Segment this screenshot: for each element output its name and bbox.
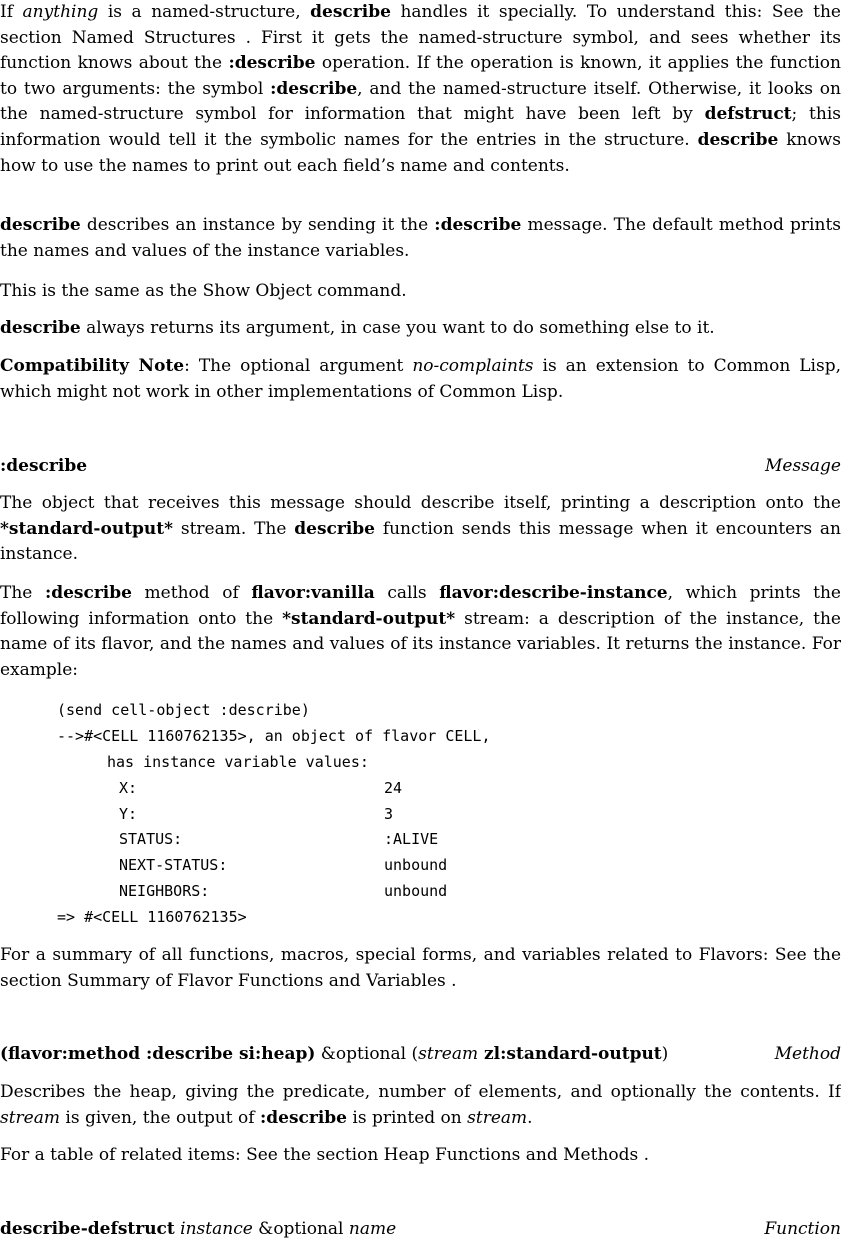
- text: stream. The: [173, 518, 295, 539]
- fn-describe: describe: [294, 518, 375, 539]
- message-paragraph-1: [0, 491, 841, 568]
- text: operation. If the operation is known, it applies the function to two arguments: the symbol: [0, 53, 841, 99]
- var-name: STATUS:: [119, 830, 183, 849]
- kw-describe: :describe: [434, 215, 522, 235]
- intro-paragraph-3: This is the same as the Show Object command.: [0, 281, 407, 301]
- text: describes an instance by sending it the: [80, 215, 435, 235]
- method-paragraph-2: For a table of related items: See the section Heap Functions and Methods .: [0, 1145, 650, 1165]
- message-paragraph-2: [0, 581, 841, 683]
- code-row: [57, 776, 490, 802]
- text: ): [661, 1044, 669, 1064]
- text: &optional (: [315, 1044, 419, 1064]
- fn-describe: describe: [310, 2, 391, 22]
- method-entry-header: [0, 1042, 841, 1068]
- text: calls: [374, 583, 440, 603]
- kw-describe: :describe: [259, 1107, 347, 1128]
- text: &optional: [252, 1219, 349, 1239]
- text: knows how to use the names to print out each field’s name and contents.: [0, 129, 841, 176]
- entry-name: describe-defstruct: [0, 1219, 175, 1239]
- text: ; this information would tell it the symbolic names for the entries in the structure.: [0, 104, 841, 150]
- arg-anything: anything: [22, 2, 99, 22]
- code-row: [57, 853, 490, 879]
- code-row: [57, 827, 490, 853]
- text: handles it specially. To understand this: See the section Named Structures . First it gets the named-structure symbol, and sees whether its function knows about the: [0, 2, 841, 74]
- text: message. The default method prints the names and values of the instance variables.: [0, 215, 841, 261]
- entry-kind: Message: [765, 456, 841, 476]
- code-line: -->#<CELL 1160762135>, an object of flavor CELL,: [57, 726, 491, 745]
- flavor-vanilla: flavor:vanilla: [251, 583, 375, 603]
- var-value: unbound: [384, 856, 448, 875]
- kw-describe: :describe: [228, 53, 316, 74]
- intro-paragraph-2: [0, 213, 841, 264]
- var-name: NEIGHBORS:: [119, 882, 210, 901]
- entry-signature: [0, 1217, 396, 1243]
- code-row: [57, 879, 490, 905]
- var-value: unbound: [384, 882, 448, 901]
- text: , and the named-structure itself. Otherwise, it looks on the named-structure symbol for information that might have been left by: [0, 78, 841, 125]
- arg-stream: stream: [418, 1044, 479, 1064]
- note-label: Compatibility Note: [0, 356, 185, 376]
- code-example: [57, 698, 490, 931]
- entry-kind: Function: [764, 1219, 841, 1239]
- text: Describes the heap, giving the predicate, number of elements, and optionally the contents. If: [0, 1082, 841, 1102]
- text: is given, the output of: [60, 1107, 260, 1128]
- arg-stream: stream: [467, 1107, 528, 1128]
- text: If: [0, 2, 23, 22]
- text: is a named-structure,: [98, 2, 311, 22]
- code-line: (send cell-object :describe): [57, 701, 310, 719]
- fn-describe-instance: flavor:describe-instance: [439, 583, 668, 603]
- var-name: NEXT-STATUS:: [119, 856, 228, 875]
- kw-describe: :describe: [44, 583, 132, 603]
- text: The object that receives this message should describe itself, printing a description onto the: [0, 493, 841, 513]
- message-paragraph-3: For a summary of all functions, macros, special forms, and variables related to Flavors: See the section Summary of Flavor Functions and Variables .: [0, 945, 841, 991]
- var-value: 3: [384, 804, 394, 823]
- arg-no-complaints: no-complaints: [412, 356, 534, 376]
- var-value: 24: [384, 778, 403, 797]
- var-standard-output: *standard-output*: [0, 518, 174, 539]
- entry-name: (flavor:method :describe si:heap): [0, 1044, 316, 1064]
- arg-stream: stream: [0, 1107, 60, 1128]
- text: function sends this message when it encounters an instance.: [0, 518, 841, 565]
- compatibility-note: [0, 354, 841, 405]
- fn-describe: describe: [0, 215, 81, 235]
- var-value: :ALIVE: [384, 830, 439, 849]
- arg-name: name: [348, 1219, 397, 1239]
- text: is an extension to Common Lisp, which might not work in other implementations of Common Lisp.: [0, 356, 841, 402]
- text: , which prints the following information onto the: [0, 583, 841, 629]
- var-name: X:: [119, 778, 138, 797]
- text: method of: [131, 583, 252, 603]
- text: The: [0, 583, 45, 603]
- var-standard-output: *standard-output*: [282, 608, 456, 629]
- code-line: => #<CELL 1160762135>: [57, 908, 247, 927]
- var-name: Y:: [119, 804, 138, 823]
- text: stream: a description of the instance, the name of its flavor, and the names and values of its instance variables. It returns the instance. For example:: [0, 608, 841, 680]
- text: is printed on: [347, 1107, 468, 1128]
- fn-describe: describe: [697, 129, 779, 150]
- entry-kind: Method: [774, 1044, 841, 1064]
- intro-paragraph-1: [0, 0, 841, 179]
- code-line: has instance variable values:: [107, 752, 369, 771]
- arg-instance: instance: [180, 1219, 253, 1239]
- text: always returns its argument, in case you want to do something else to it.: [80, 318, 715, 338]
- intro-paragraph-4: [0, 316, 841, 342]
- entry-name: :describe: [0, 456, 88, 476]
- code-row: [57, 802, 490, 828]
- entry-signature: [0, 1042, 668, 1068]
- function-entry-header: [0, 1217, 841, 1243]
- kw-describe: :describe: [270, 78, 358, 99]
- default-value: zl:standard-output: [478, 1044, 662, 1064]
- text: .: [527, 1107, 533, 1128]
- text: : The optional argument: [184, 356, 413, 376]
- method-paragraph-1: [0, 1080, 841, 1131]
- fn-describe: describe: [0, 318, 81, 338]
- message-entry-header: [0, 454, 841, 480]
- fn-defstruct: defstruct: [704, 104, 792, 125]
